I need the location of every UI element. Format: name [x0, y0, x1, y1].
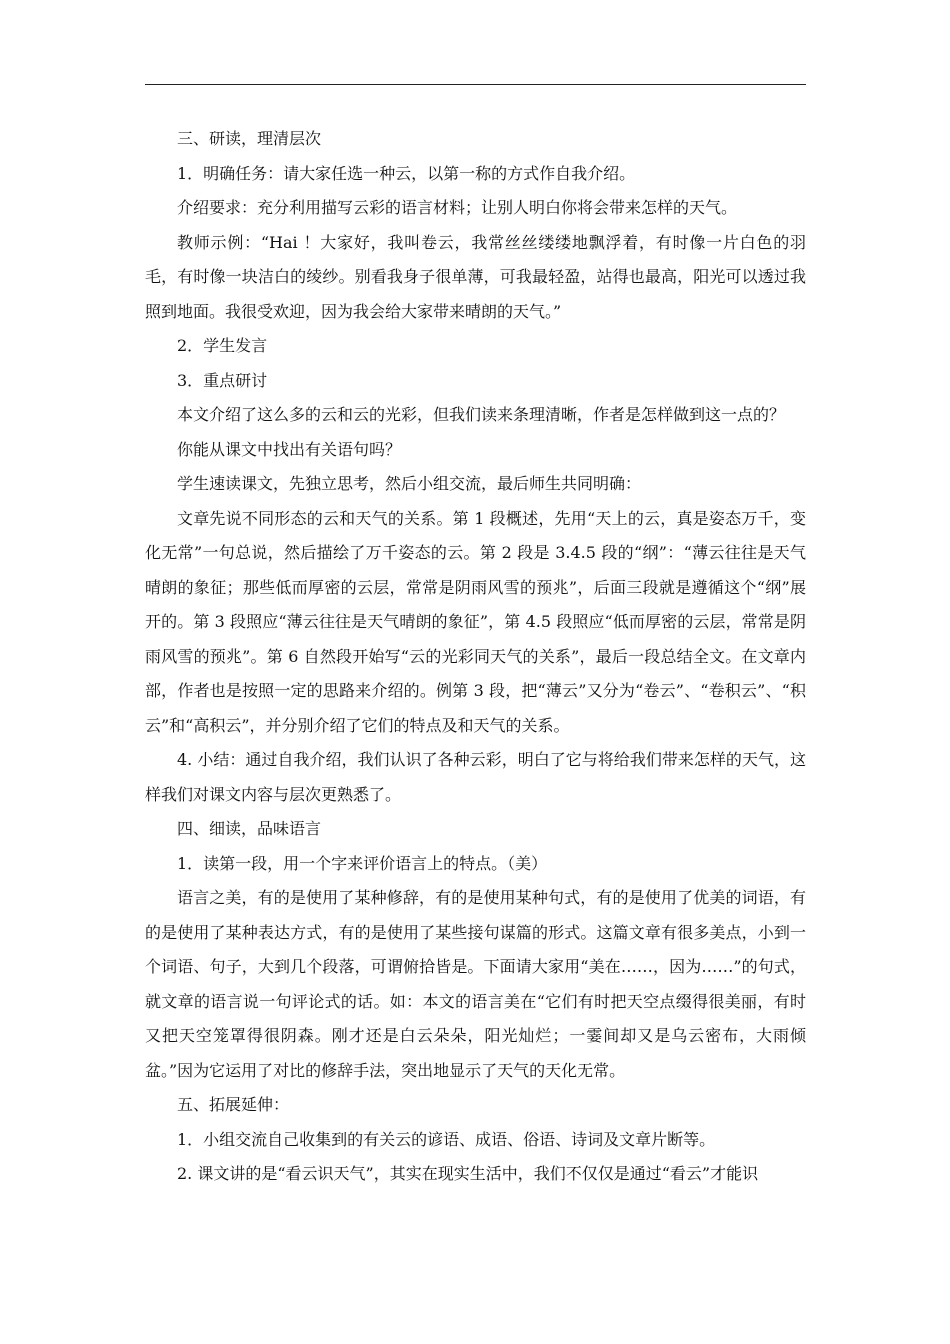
paragraph: 1．明确任务：请大家任选一种云，以第一称的方式作自我介绍。	[177, 163, 636, 183]
paragraph: 2．学生发言	[177, 336, 268, 355]
paragraph: 本文介绍了这么多的云和云的光彩，但我们读来条理清晰，作者是怎样做到这一点的？	[177, 405, 786, 424]
paragraph: 3．重点研讨	[177, 370, 268, 390]
paragraph: 你能从课文中找出有关语句吗？	[177, 439, 402, 459]
document-body	[145, 122, 806, 1192]
paragraph: 4. 小结：通过自我介绍，我们认识了各种云彩，明白了它与将给我们带来怎样的天气，这样我们对课文内容与层次更熟悉了。	[145, 750, 806, 804]
section-heading-3: 三、研读，理清层次	[177, 129, 322, 148]
paragraph: 教师示例：“Hai ！大家好，我叫卷云，我常丝丝缕缕地飘浮着，有时像一片白色的羽毛，有时像一块洁白的绫纱。别看我身子很单薄，可我最轻盈，站得也最高，阳光可以透过我照到地面。我很受欢迎，因为我会给大家带来晴朗的天气。”	[145, 232, 806, 321]
paragraph: 文章先说不同形态的云和天气的关系。第 1 段概述，先用“天上的云，真是姿态万千，变化无常”一句总说，然后描绘了万千姿态的云。第 2 段是 3.4.5 段的“纲”：“薄云往往是天气晴朗的象征；那些低而厚密的云层，常常是阴雨风雪的预兆”，后面三段就是遵循这个“纲”展开的。第 3 段照应“薄云往往是天气晴朗的象征”，第 4.5 段照应“低而厚密的云层，常常是阴雨风雪的预兆”。第 6 自然段开始写“云的光彩同天气的关系”，最后一段总结全文。在文章内部，作者也是按照一定的思路来介绍的。例第 3 段，把“薄云”又分为“卷云”、“卷积云”、“积云”和“高积云”，并分别介绍了它们的特点及和天气的关系。	[145, 508, 806, 735]
paragraph: 1．读第一段，用一个字来评价语言上的特点。（美）	[177, 853, 548, 873]
section-heading-4: 四、细读，品味语言	[177, 819, 322, 838]
paragraph: 1．小组交流自己收集到的有关云的谚语、成语、俗语、诗词及文章片断等。	[177, 1129, 716, 1149]
paragraph: 2. 课文讲的是“看云识天气”，其实在现实生活中，我们不仅仅是通过“看云”才能识	[177, 1164, 759, 1183]
paragraph: 学生速读课文，先独立思考，然后小组交流，最后师生共同明确：	[177, 474, 642, 493]
paragraph: 语言之美，有的是使用了某种修辞，有的是使用某种句式，有的是使用了优美的词语，有的是使用了某种表达方式，有的是使用了某些接句谋篇的形式。这篇文章有很多美点，小到一个词语、句子，大到几个段落，可谓俯拾皆是。下面请大家用“美在……，因为……”的句式，就文章的语言说一句评论式的话。如：本文的语言美在“它们有时把天空点缀得很美丽，有时又把天空笼罩得很阴森。刚才还是白云朵朵，阳光灿烂；一霎间却又是乌云密布，大雨倾盆。”因为它运用了对比的修辞手法，突出地显示了天气的天化无常。	[145, 888, 806, 1080]
section-heading-5: 五、拓展延伸：	[177, 1095, 290, 1114]
header-rule	[145, 84, 806, 85]
paragraph: 介绍要求：充分利用描写云彩的语言材料；让别人明白你将会带来怎样的天气。	[177, 198, 738, 217]
